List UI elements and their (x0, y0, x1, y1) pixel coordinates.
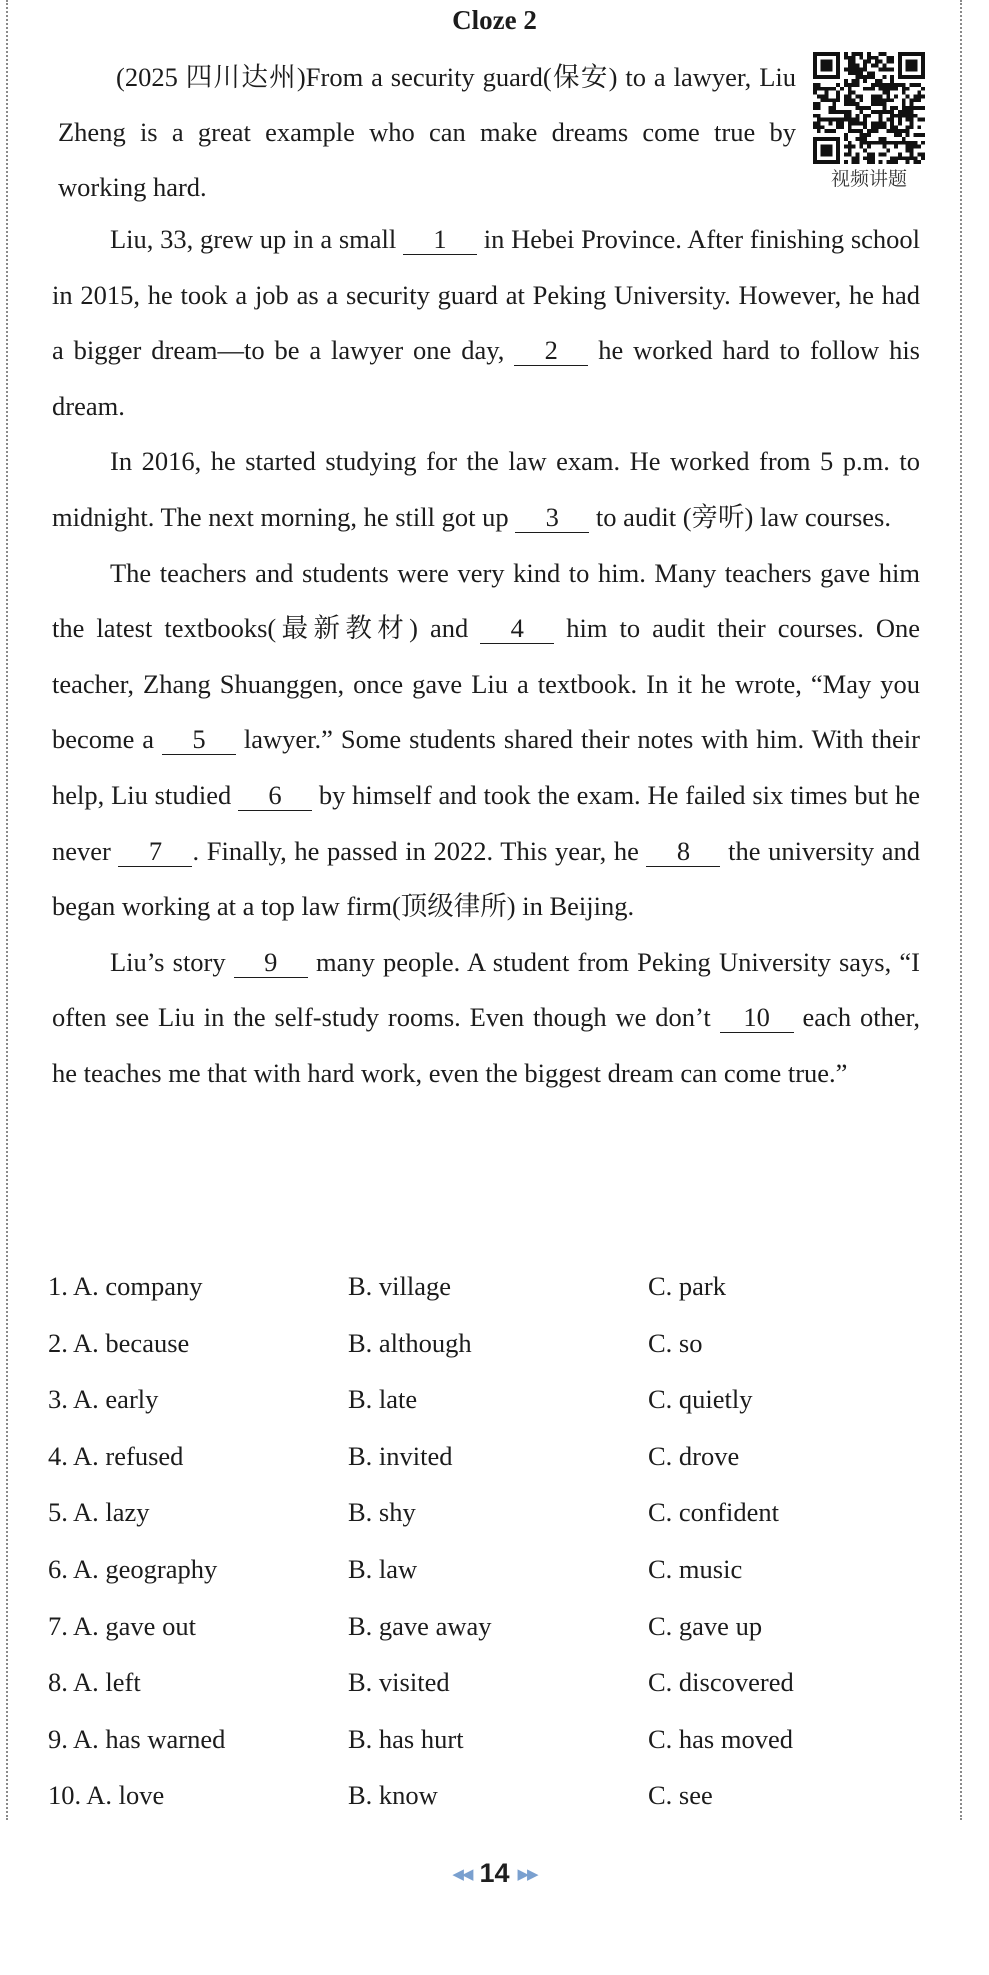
option-c[interactable]: C. quietly (648, 1384, 753, 1415)
answer-options (48, 1258, 928, 1824)
option-c[interactable]: C. drove (648, 1440, 740, 1471)
option-a[interactable]: 6. A. geography (48, 1553, 218, 1584)
option-a[interactable]: 3. A. early (48, 1384, 159, 1415)
option-a[interactable]: 2. A. because (48, 1327, 190, 1358)
option-c[interactable]: C. gave up (648, 1610, 763, 1641)
blank-5[interactable]: 5 (162, 724, 236, 755)
option-b[interactable]: B. know (348, 1780, 438, 1811)
option-a[interactable]: 7. A. gave out (48, 1610, 196, 1641)
option-b[interactable]: B. visited (348, 1667, 450, 1698)
blank-1[interactable]: 1 (403, 224, 477, 255)
paragraph-3: The teachers and students were very kind to him. Many teachers gave him the latest textbooks(最新教材) and 4 him to audit their courses. One teacher, Zhang Shuanggen, once gave Liu a textbook. In it he wrote, “May you become a 5 lawyer.” Some students shared their notes with him. With their help, Liu studied 6 by himself and took the exam. He failed six times but he never 7 . Finally, he passed in 2022. This year, he 8 the university and began working at a top law firm(顶级律所) in Beijing. (52, 557, 921, 922)
option-c[interactable]: C. confident (648, 1497, 779, 1528)
left-dotted-border (6, 0, 8, 1820)
option-b[interactable]: B. has hurt (348, 1723, 464, 1754)
option-row (48, 1598, 928, 1655)
option-a[interactable]: 5. A. lazy (48, 1497, 150, 1528)
option-row (48, 1541, 928, 1598)
option-b[interactable]: B. village (348, 1271, 452, 1301)
option-a[interactable]: 9. A. has warned (48, 1723, 226, 1754)
blank-8[interactable]: 8 (646, 836, 720, 867)
option-b[interactable]: B. invited (348, 1440, 453, 1471)
blank-6[interactable]: 6 (238, 780, 312, 811)
paragraph-4: Liu’s story 9 many people. A student from Peking University says, “I often see Liu in the self-study rooms. Even though we don’t 10 each other, he teaches me that with hard work, even the biggest dream can come true.” (52, 946, 920, 1088)
option-a[interactable]: 10. A. love (48, 1780, 165, 1811)
option-c[interactable]: C. so (648, 1327, 703, 1358)
blank-10[interactable]: 10 (720, 1002, 794, 1033)
option-a[interactable]: 4. A. refused (48, 1440, 184, 1471)
paragraph-2: In 2016, he started studying for the law exam. He worked from 5 p.m. to midnight. The next morning, he still got up 3 to audit (旁听) law courses. (52, 446, 920, 532)
option-row (48, 1711, 928, 1768)
article-body (52, 212, 920, 1102)
option-c[interactable]: C. park (648, 1271, 727, 1301)
intro-paragraph: (2025 四川达州)From a security guard(保安) to a lawyer, Liu Zheng is a great example who can make dreams come true by working hard. (58, 62, 796, 202)
option-c[interactable]: C. music (648, 1553, 743, 1584)
blank-2[interactable]: 2 (514, 335, 588, 366)
option-row (48, 1654, 928, 1711)
blank-4[interactable]: 4 (480, 613, 554, 644)
option-b[interactable]: B. law (348, 1553, 418, 1584)
option-b[interactable]: B. although (348, 1327, 472, 1358)
double-left-arrow-icon[interactable]: ◀◀ (452, 1865, 472, 1883)
page-footer (0, 1858, 989, 1889)
option-c[interactable]: C. discovered (648, 1667, 794, 1698)
blank-9[interactable]: 9 (234, 947, 308, 978)
option-row (48, 1428, 928, 1485)
option-row (48, 1484, 928, 1541)
qr-code-icon[interactable] (812, 52, 926, 164)
option-b[interactable]: B. shy (348, 1497, 416, 1528)
option-c[interactable]: C. see (648, 1780, 713, 1811)
option-c[interactable]: C. has moved (648, 1723, 793, 1754)
paragraph-1: Liu, 33, grew up in a small 1 in Hebei Province. After finishing school in 2015, he took a job as a security guard at Peking University. However, he had a bigger dream—to be a lawyer one day, 2 he worked hard to follow his dream. (52, 224, 921, 421)
page-number: 14 (479, 1858, 510, 1888)
blank-3[interactable]: 3 (515, 502, 589, 533)
option-row (48, 1258, 928, 1315)
option-row (48, 1315, 928, 1372)
page-title: Cloze 2 (452, 5, 537, 35)
option-a[interactable]: 1. A. company (48, 1271, 203, 1301)
qr-caption: 视频讲题 (830, 168, 907, 190)
option-row (48, 1767, 928, 1824)
option-row (48, 1371, 928, 1428)
option-a[interactable]: 8. A. left (48, 1667, 141, 1698)
double-right-arrow-icon[interactable]: ▶▶ (517, 1865, 537, 1883)
blank-7[interactable]: 7 (118, 836, 192, 867)
option-b[interactable]: B. late (348, 1384, 418, 1415)
right-dotted-border (960, 0, 962, 1820)
option-b[interactable]: B. gave away (348, 1610, 492, 1641)
